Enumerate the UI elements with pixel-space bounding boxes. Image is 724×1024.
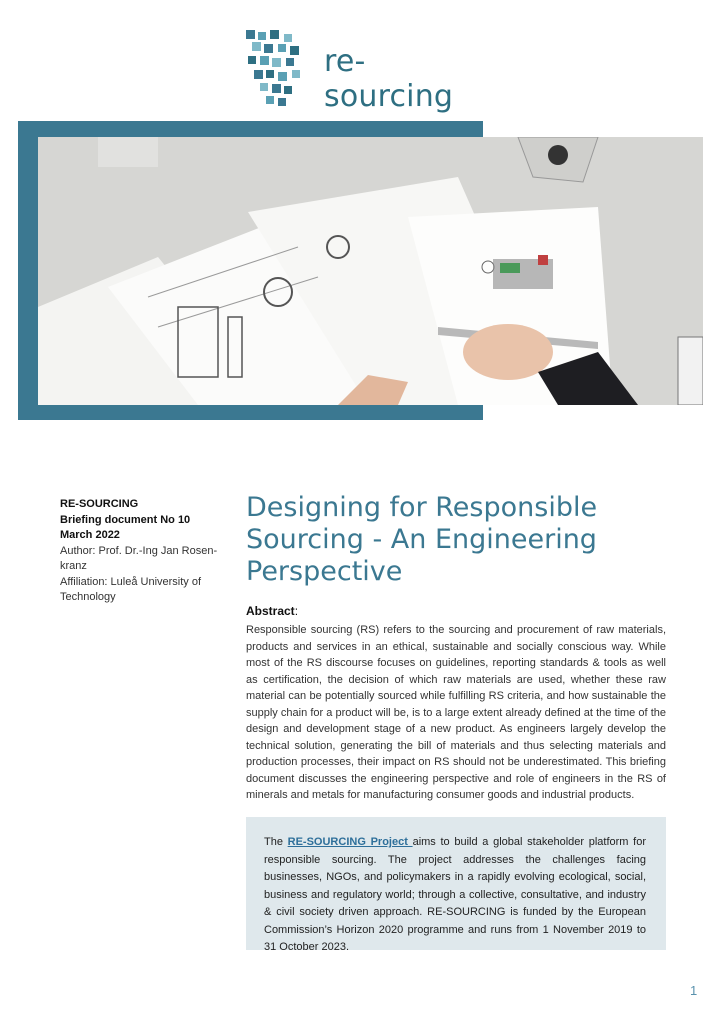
project-link[interactable]: RE-SOURCING Project bbox=[287, 836, 413, 848]
logo-mark-icon bbox=[244, 28, 308, 108]
engineering-drawing-photo bbox=[38, 137, 703, 405]
meta-affiliation: Affiliation: Luleå University of Technology bbox=[60, 575, 202, 603]
info-rest: aims to build a global stakeholder platform for responsible sourcing. The project addresses the challenges facing businesses, NGOs, and policymakers in a rapidly evolving ecological, social, business and regulatory world; through a collective, consultative, and industry & civil society driven approach. RE-SOURCING is funded by the European Commission’s Horizon 2020 programme and runs from 1 November 2019 to 31 October 2023. bbox=[264, 836, 647, 953]
project-info-text bbox=[264, 834, 646, 957]
meta-date: March 2022 bbox=[60, 529, 120, 541]
meta-doc-number: Briefing document No 10 bbox=[60, 513, 191, 526]
project-info-box bbox=[246, 817, 666, 953]
info-prefix: The bbox=[264, 836, 288, 848]
meta-project: RE-SOURCING bbox=[60, 498, 139, 510]
abstract-heading bbox=[246, 604, 298, 618]
document-title: Designing for Responsible Sourcing - An Engineering Perspective bbox=[246, 492, 598, 587]
hero-photo bbox=[38, 137, 703, 405]
abstract-colon: : bbox=[294, 604, 299, 618]
document-meta bbox=[60, 497, 230, 606]
page-number: 1 bbox=[690, 983, 698, 998]
logo-text: re-sourcing bbox=[324, 44, 454, 114]
logo bbox=[244, 28, 494, 114]
abstract-body: Responsible sourcing (RS) refers to the sourcing and procurement of raw materials, products and services in an ethical, sustainable and socially conscious way. While most of the RS discourse focuses on guidelines, reporting standards & tools as well as certification, the decision of which raw materials are used, whether these raw material can be potentially sourced while fulfilling RS criteria, and how sustainable the supply chain for a product will be, is to a large extent already defined at the time of the design and development stage of a new product. As engineers largely develop the technical solution, generating the bill of materials and thus selecting materials and production processes, their impact on RS should not be underestimated. This briefing document discusses the engineering perspective and role of engineers in the RS of minerals and metals for manufacturing consumer goods and industrial products. bbox=[246, 624, 666, 801]
meta-author: Author: Prof. Dr.-Ing Jan Rosen-kranz bbox=[60, 544, 218, 572]
abstract-label: Abstract bbox=[246, 604, 295, 618]
